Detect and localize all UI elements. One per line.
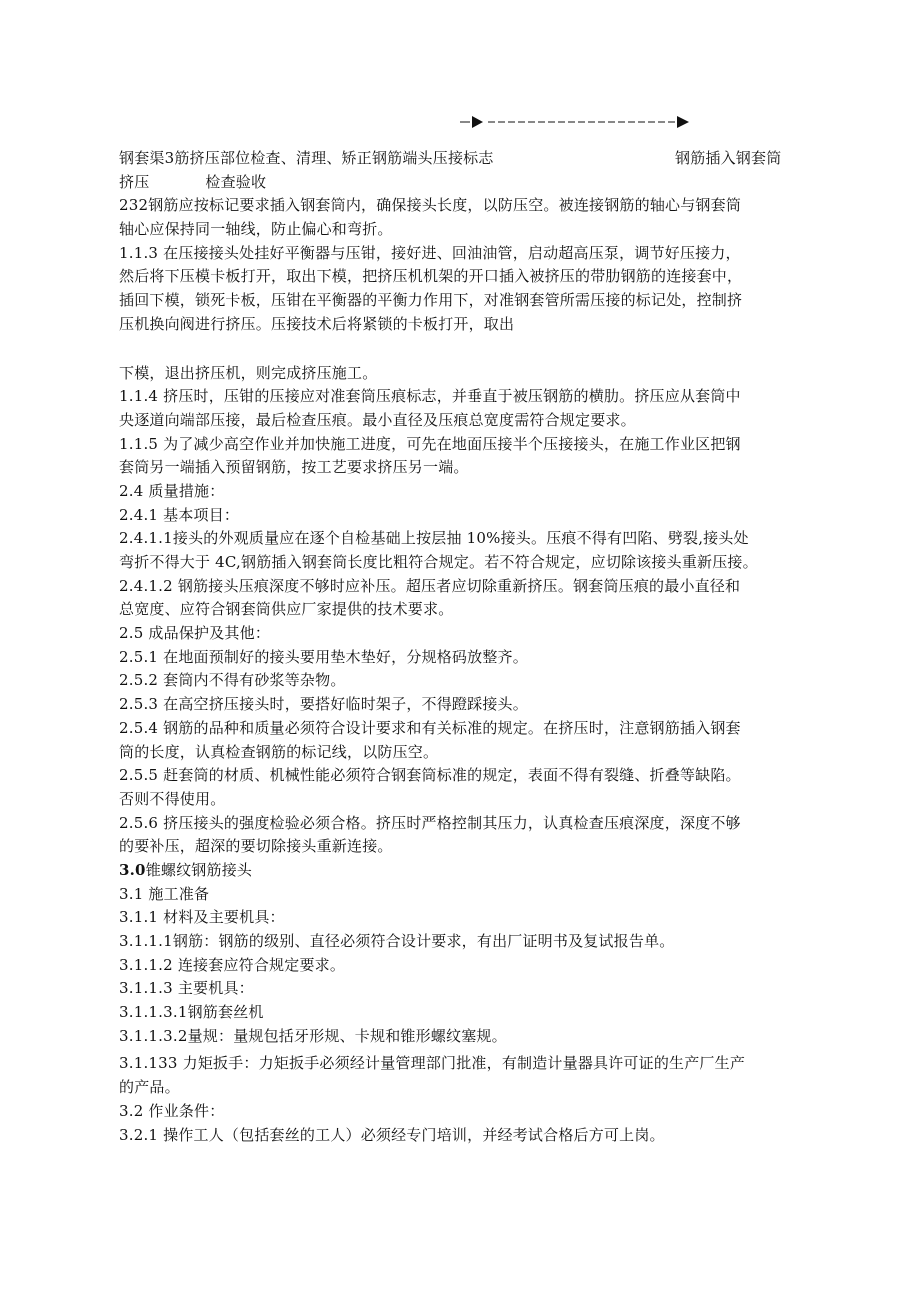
text-line: 3.1.1.2 连接套应符合规定要求。 <box>119 955 346 974</box>
text-line: 2.5.4 钢筋的品种和质量必须符合设计要求和有关标准的规定。在挤压时，注意钢筋插入钢套 <box>119 718 741 737</box>
text-line: 下模，退出挤压机，则完成挤压施工。 <box>119 363 378 382</box>
text-line: 套筒另一端插入预留钢筋，按工艺要求挤压另一端。 <box>119 458 469 477</box>
flow-row-2 <box>119 171 819 195</box>
text-line: 总宽度、应符合钢套筒供应厂家提供的技术要求。 <box>119 600 454 619</box>
text-line: 央逐道向端部压接，最后检查压痕。最小直径及压痕总宽度需符合规定要求。 <box>119 410 636 429</box>
paragraph-gap <box>119 337 819 362</box>
text-line: 弯折不得大于 4C,钢筋插入钢套筒长度比粗符合规定。若不符合规定，应切除该接头重新压接。 <box>119 553 758 571</box>
text-line: 3.1.1.3.1钢筋套丝机 <box>119 1003 264 1022</box>
subsection-heading: 2.4.1 基本项目： <box>119 505 240 524</box>
flow-step-right: 钢筋插入钢套筒 <box>675 149 782 167</box>
text-line: 筒的长度，认真检查钢筋的标记线，以防压空。 <box>119 742 439 761</box>
text-line: 3.1.1.1钢筋：钢筋的级别、直径必须符合设计要求，有出厂证明书及复试报告单。 <box>119 932 675 950</box>
text-line: 3.1.133 力矩扳手：力矩扳手必须经计量管理部门批准，有制造计量器具许可证的生产厂生产 <box>119 1054 746 1073</box>
arrow-line-icon <box>460 112 700 132</box>
text-line: 的产品。 <box>119 1078 180 1097</box>
subsection-heading: 3.1.1 材料及主要机具： <box>119 908 285 927</box>
text-line: 轴心应保持同一轴线，防止偏心和弯折。 <box>119 220 393 239</box>
text-line: 2.5.1 在地面预制好的接头要用垫木垫好，分规格码放整齐。 <box>119 647 528 666</box>
chapter-heading <box>119 859 819 883</box>
flow-row-1 <box>119 147 819 171</box>
text-line: 2.5.2 套筒内不得有砂浆等杂物。 <box>119 671 346 690</box>
text-line: 2.5.5 赶套筒的材质、机械性能必须符合钢套筒标准的规定，表面不得有裂缝、折叠等缺陷。 <box>119 766 741 785</box>
text-line: 然后将下压模卡板打开，取出下模，把挤压机机架的开口插入被挤压的带肋钢筋的连接套中， <box>119 267 743 286</box>
text-line: 3.1.1.3 主要机具： <box>119 979 254 998</box>
text-line: 的要补压，超深的要切除接头重新连接。 <box>119 837 393 856</box>
text-line: 1.1.4 挤压时，压钳的压接应对准套筒压痕标志，并垂直于被压钢筋的横肋。挤压应从套筒中 <box>119 387 741 406</box>
flow-step-left: 钢套渠3筋挤压部位检查、清理、矫正钢筋端头压接标志 <box>119 149 494 167</box>
chapter-number: 3.0 <box>119 860 146 879</box>
flow-arrow <box>460 112 700 132</box>
text-line: 插回下模，锁死卡板，压钳在平衡器的平衡力作用下，对准钢套管所需压接的标记处，控制挤 <box>119 291 743 310</box>
flow-step-inspect: 检查验收 <box>205 172 267 191</box>
text-line: 2.4.1.2 钢筋接头压痕深度不够时应补压。超压者应切除重新挤压。钢套筒压痕的最小直径和 <box>119 576 741 595</box>
text-line: 压机换向阀进行挤压。压接技术后将紧锁的卡板打开，取出 <box>119 314 515 333</box>
section-heading: 2.5 成品保护及其他： <box>119 624 271 643</box>
text-line: 3.1.1.3.2量规：量规包括牙形规、卡规和锥形螺纹塞规。 <box>119 1026 507 1045</box>
text-line: 2.5.3 在高空挤压接头时，要搭好临时架子，不得蹬踩接头。 <box>119 695 528 714</box>
text-line: 2.4.1.1接头的外观质量应在逐个自检基础上按层抽 10%接头。压痕不得有凹陷、劈裂,接头处 <box>119 529 749 548</box>
text-line: 2.5.6 挤压接头的强度检验必须合格。挤压时严格控制其压力，认真检查压痕深度，深度不够 <box>119 813 741 832</box>
section-heading: 3.2 作业条件： <box>119 1101 225 1120</box>
text-line: 3.2.1 操作工人（包括套丝的工人）必须经专门培训，并经考试合格后方可上岗。 <box>119 1125 665 1144</box>
text-line: 1.1.5 为了减少高空作业并加快施工进度，可先在地面压接半个压接接头，在施工作业区把钢 <box>119 434 741 453</box>
text-line: 1.1.3 在压接接头处挂好平衡器与压钳，接好进、回油油管，启动超高压泵，调节好压接力， <box>119 243 741 262</box>
flow-step-extrude: 挤压 <box>119 172 150 191</box>
chapter-title: 锥螺纹钢筋接头 <box>145 860 253 879</box>
section-heading: 2.4 质量措施： <box>119 481 225 500</box>
text-line: 否则不得使用。 <box>119 789 226 808</box>
document-body <box>119 147 819 1147</box>
section-heading: 3.1 施工准备 <box>119 884 210 903</box>
text-line: 232钢筋应按标记要求插入钢套筒内，确保接头长度，以防压空。被连接钢筋的轴心与钢套筒 <box>119 196 742 215</box>
